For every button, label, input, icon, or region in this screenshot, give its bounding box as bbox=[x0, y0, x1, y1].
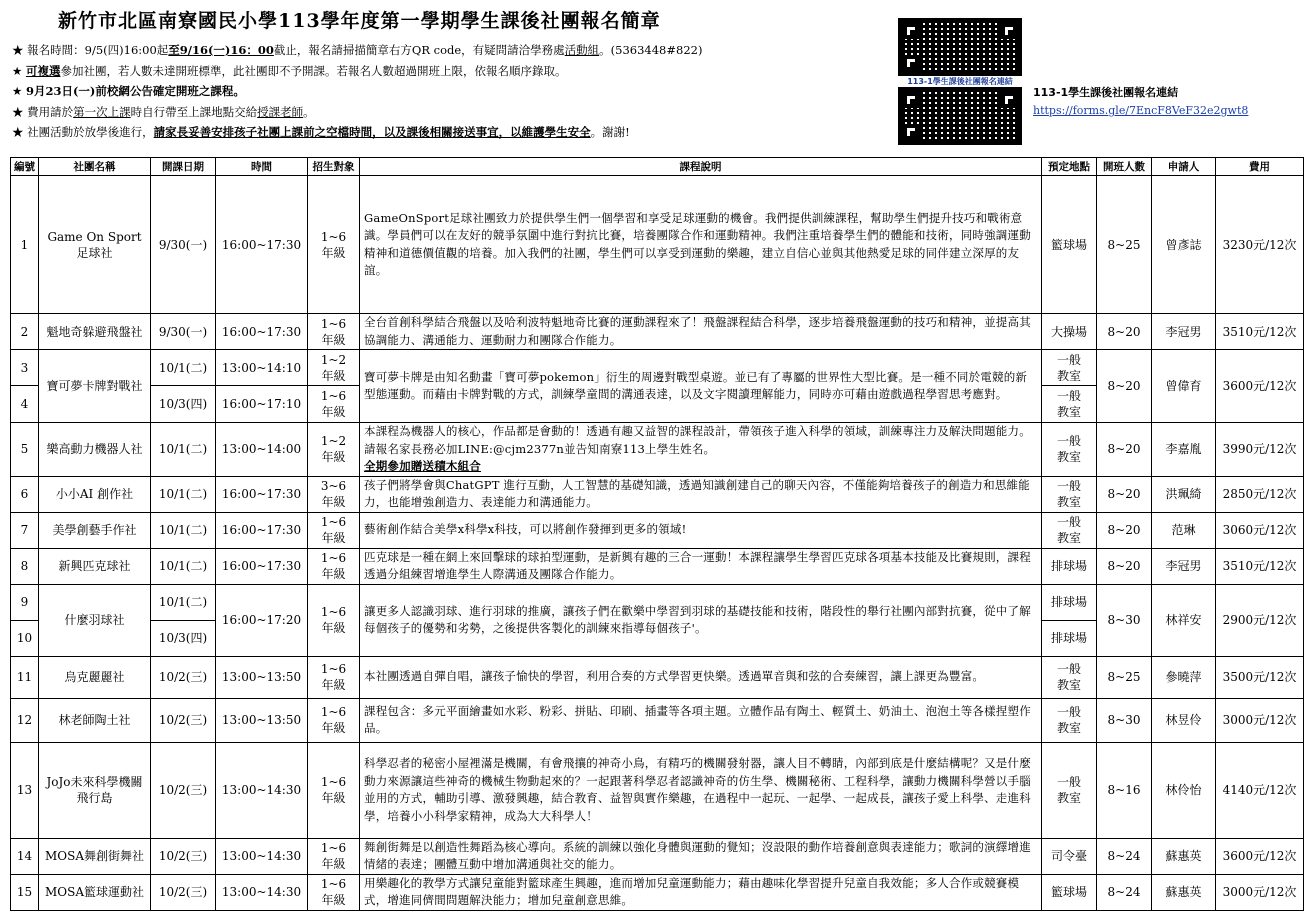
cell-teacher: 曾彥誌 bbox=[1152, 176, 1216, 314]
cell-grade: 1~6 年級 bbox=[308, 386, 360, 423]
note-text: 。謝謝! bbox=[590, 125, 630, 139]
cell-teacher: 參曉萍 bbox=[1152, 656, 1216, 698]
col-header-place: 預定地點 bbox=[1042, 158, 1097, 176]
cell-desc: 寶可夢卡牌是由知名動畫「寶可夢pokemon」衍生的周邊對戰型桌遊。並已有了專屬的世界性大型比賽。是一種不同於電競的新型態運動。而藉由卡牌對戰的方式，訓練學童間的溝通表達，以及文字閱讀理解能力，同時亦可藉由遊戲過程學習思考應對。 bbox=[360, 350, 1042, 423]
note-item bbox=[12, 61, 892, 82]
cell-name: 樂高動力機器人社 bbox=[39, 423, 151, 477]
desc-highlight: 全期參加贈送積木組合 bbox=[364, 459, 481, 473]
cell-desc: 孩子們將學會與ChatGPT 進行互動，人工智慧的基礎知識，透過知識創建自己的聊天內容，不僅能夠培養孩子的創造力和思維能力，也能增強創造力、表達能力和溝通能力。 bbox=[360, 476, 1042, 512]
cell-fee: 2850元/12次 bbox=[1216, 476, 1304, 512]
qr-code-icon[interactable] bbox=[898, 87, 1022, 145]
cell-desc: 藝術創作結合美學x科學x科技，可以將創作發揮到更多的領域! bbox=[360, 512, 1042, 548]
cell-num: 1 bbox=[11, 176, 39, 314]
cell-cap: 8~20 bbox=[1097, 548, 1152, 584]
cell-grade: 1~6 年級 bbox=[308, 874, 360, 910]
cell-teacher: 李嘉胤 bbox=[1152, 423, 1216, 477]
cell-teacher: 林伶怡 bbox=[1152, 742, 1216, 838]
cell-num: 4 bbox=[11, 386, 39, 423]
registration-link[interactable]: https://forms.gle/7EncF8VeF32e2gwt8 bbox=[1033, 104, 1249, 117]
cell-date: 10/2(三) bbox=[151, 874, 216, 910]
col-header-teacher: 申請人 bbox=[1152, 158, 1216, 176]
cell-desc: 課程包含：多元平面繪畫如水彩、粉彩、拼貼、印刷、插畫等各項主題。立體作品有陶土、輕質土、奶油土、泡泡土等各樣捏塑作品。 bbox=[360, 698, 1042, 742]
cell-grade: 1~6 年級 bbox=[308, 742, 360, 838]
cell-fee: 2900元/12次 bbox=[1216, 584, 1304, 656]
col-header-time: 時間 bbox=[216, 158, 308, 176]
cell-place: 籃球場 bbox=[1042, 874, 1097, 910]
cell-teacher: 李冠男 bbox=[1152, 314, 1216, 350]
cell-place: 一般 教室 bbox=[1042, 476, 1097, 512]
cell-desc: 全台首創科學結合飛盤以及哈利波特魁地奇比賽的運動課程來了！飛盤課程結合科學，逐步培養飛盤運動的技巧和精神，並提高其協調能力、溝通能力、運動耐力和團隊合作能力。 bbox=[360, 314, 1042, 350]
cell-num: 10 bbox=[11, 620, 39, 656]
cell-place: 一般 教室 bbox=[1042, 386, 1097, 423]
cell-num: 14 bbox=[11, 838, 39, 874]
club-table bbox=[10, 157, 1304, 911]
table-row bbox=[11, 476, 1304, 512]
cell-cap: 8~30 bbox=[1097, 584, 1152, 656]
note-text: 截止，報名請掃描簡章右方QR code，有疑問請洽學務處 bbox=[273, 43, 565, 57]
cell-time: 16:00~17:30 bbox=[216, 476, 308, 512]
registration-link-title: 113-1學生課後社團報名連結 bbox=[1033, 86, 1179, 99]
cell-place: 大操場 bbox=[1042, 314, 1097, 350]
cell-place: 一般 教室 bbox=[1042, 423, 1097, 477]
note-text: ★ 報名時間：9/5(四)16:00起 bbox=[12, 43, 169, 57]
cell-time: 16:00~17:10 bbox=[216, 386, 308, 423]
col-header-desc: 課程說明 bbox=[360, 158, 1042, 176]
cell-name: 寶可夢卡牌對戰社 bbox=[39, 350, 151, 423]
table-row bbox=[11, 584, 1304, 620]
col-header-capacity: 開班人數 bbox=[1097, 158, 1152, 176]
cell-fee: 3510元/12次 bbox=[1216, 314, 1304, 350]
cell-cap: 8~20 bbox=[1097, 423, 1152, 477]
cell-cap: 8~20 bbox=[1097, 314, 1152, 350]
page-title: 新竹市北區南寮國民小學113學年度第一學期學生課後社團報名簡章 bbox=[58, 10, 661, 32]
cell-name: 新興匹克球社 bbox=[39, 548, 151, 584]
cell-grade: 1~6 年級 bbox=[308, 548, 360, 584]
cell-time: 13:00~14:30 bbox=[216, 874, 308, 910]
col-header-fee: 費用 bbox=[1216, 158, 1304, 176]
cell-cap: 8~16 bbox=[1097, 742, 1152, 838]
note-text: 可複選 bbox=[25, 63, 61, 78]
note-text: ★ bbox=[12, 84, 26, 98]
cell-grade: 1~6 年級 bbox=[308, 838, 360, 874]
cell-name: 小小AI 創作社 bbox=[39, 476, 151, 512]
note-text: ★ 社團活動於放學後進行， bbox=[12, 125, 154, 139]
cell-teacher: 李冠男 bbox=[1152, 548, 1216, 584]
cell-num: 6 bbox=[11, 476, 39, 512]
cell-time: 16:00~17:30 bbox=[216, 314, 308, 350]
cell-teacher: 蘇惠英 bbox=[1152, 838, 1216, 874]
cell-teacher: 林祥安 bbox=[1152, 584, 1216, 656]
cell-num: 12 bbox=[11, 698, 39, 742]
notes-list bbox=[12, 40, 892, 143]
col-header-grade: 招生對象 bbox=[308, 158, 360, 176]
note-text: 授課老師 bbox=[257, 104, 304, 119]
cell-name: 魁地奇躲避飛盤社 bbox=[39, 314, 151, 350]
cell-grade: 1~6 年級 bbox=[308, 656, 360, 698]
table-row bbox=[11, 548, 1304, 584]
cell-teacher: 曾偉育 bbox=[1152, 350, 1216, 423]
cell-place: 排球場 bbox=[1042, 620, 1097, 656]
note-text: ★ 費用請於 bbox=[12, 104, 74, 119]
col-header-date: 開課日期 bbox=[151, 158, 216, 176]
cell-date: 10/1(二) bbox=[151, 512, 216, 548]
cell-name: MOSA籃球運動社 bbox=[39, 874, 151, 910]
cell-grade: 1~6 年級 bbox=[308, 584, 360, 656]
cell-time: 13:00~13:50 bbox=[216, 656, 308, 698]
cell-date: 10/1(二) bbox=[151, 423, 216, 477]
cell-fee: 3230元/12次 bbox=[1216, 176, 1304, 314]
table-row bbox=[11, 176, 1304, 314]
cell-grade: 1~6 年級 bbox=[308, 512, 360, 548]
cell-place: 一般 教室 bbox=[1042, 698, 1097, 742]
cell-num: 15 bbox=[11, 874, 39, 910]
cell-fee: 3990元/12次 bbox=[1216, 423, 1304, 477]
cell-time: 16:00~17:20 bbox=[216, 584, 308, 656]
cell-date: 10/1(二) bbox=[151, 476, 216, 512]
cell-date: 10/2(三) bbox=[151, 838, 216, 874]
note-text: ★ bbox=[12, 63, 26, 78]
cell-place: 一般 教室 bbox=[1042, 656, 1097, 698]
note-item bbox=[12, 122, 892, 143]
table-header bbox=[11, 158, 1304, 176]
note-text: 時自行帶至上課地點交給 bbox=[130, 104, 258, 119]
cell-fee: 3000元/12次 bbox=[1216, 698, 1304, 742]
cell-fee: 3500元/12次 bbox=[1216, 656, 1304, 698]
cell-grade: 3~6 年級 bbox=[308, 476, 360, 512]
cell-time: 16:00~17:30 bbox=[216, 548, 308, 584]
cell-cap: 8~25 bbox=[1097, 176, 1152, 314]
cell-fee: 3510元/12次 bbox=[1216, 548, 1304, 584]
note-text: 至9/16(一)16：00 bbox=[168, 43, 274, 57]
note-text: 第一次上課 bbox=[73, 104, 131, 119]
cell-name: 什麼羽球社 bbox=[39, 584, 151, 656]
cell-name: MOSA舞創街舞社 bbox=[39, 838, 151, 874]
qr-caption: 113-1學生課後社團報名連結 bbox=[907, 77, 1013, 86]
table-row bbox=[11, 656, 1304, 698]
col-header-name: 社團名稱 bbox=[39, 158, 151, 176]
cell-place: 排球場 bbox=[1042, 548, 1097, 584]
cell-date: 10/2(三) bbox=[151, 742, 216, 838]
note-text: 。 bbox=[303, 104, 315, 119]
cell-name: Game On Sport 足球社 bbox=[39, 176, 151, 314]
table-row bbox=[11, 698, 1304, 742]
cell-desc: 用樂趣化的教學方式讓兒童能對籃球產生興趣，進而增加兒童運動能力；藉由趣味化學習提升兒童自我效能；多人合作或競賽模式，增進同儕間問題解決能力；增加兒童創意思維。 bbox=[360, 874, 1042, 910]
cell-teacher: 林昱伶 bbox=[1152, 698, 1216, 742]
cell-grade: 1~6 年級 bbox=[308, 698, 360, 742]
cell-desc: 本課程為機器人的核心，作品都是會動的！透過有趣又益智的課程設計，帶領孩子進入科學的領域，訓練專注力及解決問題能力。請報名家長務必加LINE:@cjm2377n並告知南寮113上學生姓名。 全期參加贈送積木組合 bbox=[360, 423, 1042, 477]
cell-teacher: 洪珮綺 bbox=[1152, 476, 1216, 512]
table-row bbox=[11, 512, 1304, 548]
note-item bbox=[12, 81, 892, 102]
table-row bbox=[11, 838, 1304, 874]
cell-cap: 8~30 bbox=[1097, 698, 1152, 742]
cell-place: 一般 教室 bbox=[1042, 512, 1097, 548]
cell-fee: 3060元/12次 bbox=[1216, 512, 1304, 548]
cell-time: 13:00~14:30 bbox=[216, 742, 308, 838]
cell-place: 一般 教室 bbox=[1042, 350, 1097, 386]
cell-date: 9/30(一) bbox=[151, 314, 216, 350]
cell-date: 10/2(三) bbox=[151, 698, 216, 742]
cell-fee: 4140元/12次 bbox=[1216, 742, 1304, 838]
cell-num: 8 bbox=[11, 548, 39, 584]
cell-time: 13:00~13:50 bbox=[216, 698, 308, 742]
cell-num: 3 bbox=[11, 350, 39, 386]
cell-date: 10/1(二) bbox=[151, 584, 216, 620]
cell-desc: 讓更多人認識羽球、進行羽球的推廣，讓孩子們在歡樂中學習到羽球的基礎技能和技術，階段性的舉行社團內部對抗賽，從中了解每個孩子的優勢和劣勢，之後提供客製化的訓練來指導每個孩子'。 bbox=[360, 584, 1042, 656]
cell-time: 13:00~14:10 bbox=[216, 350, 308, 386]
cell-name: 林老師陶土社 bbox=[39, 698, 151, 742]
cell-cap: 8~20 bbox=[1097, 476, 1152, 512]
cell-time: 13:00~14:30 bbox=[216, 838, 308, 874]
cell-num: 9 bbox=[11, 584, 39, 620]
cell-time: 16:00~17:30 bbox=[216, 512, 308, 548]
cell-desc: 舞創街舞是以創造性舞蹈為核心導向。系統的訓練以強化身體與運動的覺知；沒設限的動作培養創意與表達能力；歌詞的演繹增進情緒的表達；團體互動中增加溝通與社交的能力。 bbox=[360, 838, 1042, 874]
note-text: 參加社團，若人數未達開班標準，此社團即不予開課。若報名人數超過開班上限，依報名順序錄取。 bbox=[60, 63, 567, 78]
cell-desc: 科學忍者的秘密小屋裡滿是機關，有會飛攘的神奇小鳥，有精巧的機關發射器，讓人目不轉睛，內部到底是什麼結構呢？又是什麼動力來源讓這些神奇的機械生物動起來的？一起跟著科學忍者認識神奇的仿生學、機關秘術、工程科學，讓動力機關科學營以手腦並用的方式，輔助引導、激發興趣，結合教育、益智與實作樂趣，在過程中一起玩、一起學、一起成長，讓孩子愛上科學、走進科學，培養小小科學家精神，成為大大科學人！ bbox=[360, 742, 1042, 838]
cell-cap: 8~25 bbox=[1097, 656, 1152, 698]
note-text: 請家長妥善安排孩子社團上課前之空檔時間，以及課後相關接送事宜，以維護學生安全 bbox=[153, 125, 591, 139]
cell-date: 10/2(三) bbox=[151, 656, 216, 698]
cell-teacher: 范琳 bbox=[1152, 512, 1216, 548]
cell-date: 10/1(二) bbox=[151, 350, 216, 386]
cell-teacher: 蘇惠英 bbox=[1152, 874, 1216, 910]
table-row bbox=[11, 350, 1304, 386]
cell-cap: 8~24 bbox=[1097, 838, 1152, 874]
cell-time: 16:00~17:30 bbox=[216, 176, 308, 314]
cell-desc: 匹克球是一種在網上來回擊球的球拍型運動，是新興有趣的三合一運動！本課程讓學生學習匹克球各項基本技能及比賽規則，課程透過分組練習增進學生人際溝通及團隊合作能力。 bbox=[360, 548, 1042, 584]
cell-cap: 8~20 bbox=[1097, 512, 1152, 548]
cell-num: 5 bbox=[11, 423, 39, 477]
table-row bbox=[11, 874, 1304, 910]
cell-num: 11 bbox=[11, 656, 39, 698]
cell-place: 一般 教室 bbox=[1042, 742, 1097, 838]
cell-grade: 1~2 年級 bbox=[308, 423, 360, 477]
cell-desc: 本社團透過自彈自唱，讓孩子愉快的學習，利用合奏的方式學習更快樂。透過單音與和弦的合奏練習，讓上課更為豐富。 bbox=[360, 656, 1042, 698]
qr-code-icon[interactable] bbox=[898, 18, 1022, 76]
cell-num: 2 bbox=[11, 314, 39, 350]
table-row bbox=[11, 423, 1304, 477]
cell-grade: 1~2 年級 bbox=[308, 350, 360, 386]
note-item bbox=[12, 40, 892, 61]
cell-name: 烏克麗麗社 bbox=[39, 656, 151, 698]
cell-date: 9/30(一) bbox=[151, 176, 216, 314]
cell-place: 司令臺 bbox=[1042, 838, 1097, 874]
cell-num: 7 bbox=[11, 512, 39, 548]
cell-desc: GameOnSport足球社團致力於提供學生們一個學習和享受足球運動的機會。我們提供訓練課程，幫助學生們提升技巧和戰術意識。學員們可以在友好的競爭氛圍中進行對抗比賽，培養團隊合作和運動精神。我們注重培養學生們的體能和技術，同時強調運動精神和道德價值觀的培養。加入我們的社團，學生們可以享受到運動的樂趣，建立自信心並與其他熱愛足球的同伴建立深厚的友誼。 bbox=[360, 176, 1042, 314]
cell-place: 籃球場 bbox=[1042, 176, 1097, 314]
cell-name: JoJo未來科學機關飛行島 bbox=[39, 742, 151, 838]
cell-cap: 8~24 bbox=[1097, 874, 1152, 910]
cell-grade: 1~6 年級 bbox=[308, 176, 360, 314]
cell-date: 10/3(四) bbox=[151, 620, 216, 656]
cell-time: 13:00~14:00 bbox=[216, 423, 308, 477]
table-row bbox=[11, 314, 1304, 350]
cell-fee: 3600元/12次 bbox=[1216, 350, 1304, 423]
cell-fee: 3000元/12次 bbox=[1216, 874, 1304, 910]
cell-date: 10/3(四) bbox=[151, 386, 216, 423]
cell-name: 美學創藝手作社 bbox=[39, 512, 151, 548]
note-text: 。(5363448#822) bbox=[599, 43, 703, 57]
cell-place: 排球場 bbox=[1042, 584, 1097, 620]
table-row bbox=[11, 742, 1304, 838]
cell-grade: 1~6 年級 bbox=[308, 314, 360, 350]
note-text: 9月23日(一)前校網公告確定開班之課程。 bbox=[25, 84, 245, 98]
col-header-num: 編號 bbox=[11, 158, 39, 176]
cell-cap: 8~20 bbox=[1097, 350, 1152, 423]
cell-fee: 3600元/12次 bbox=[1216, 838, 1304, 874]
cell-num: 13 bbox=[11, 742, 39, 838]
note-text: 活動組 bbox=[564, 43, 600, 57]
cell-date: 10/1(二) bbox=[151, 548, 216, 584]
note-item bbox=[12, 102, 892, 123]
